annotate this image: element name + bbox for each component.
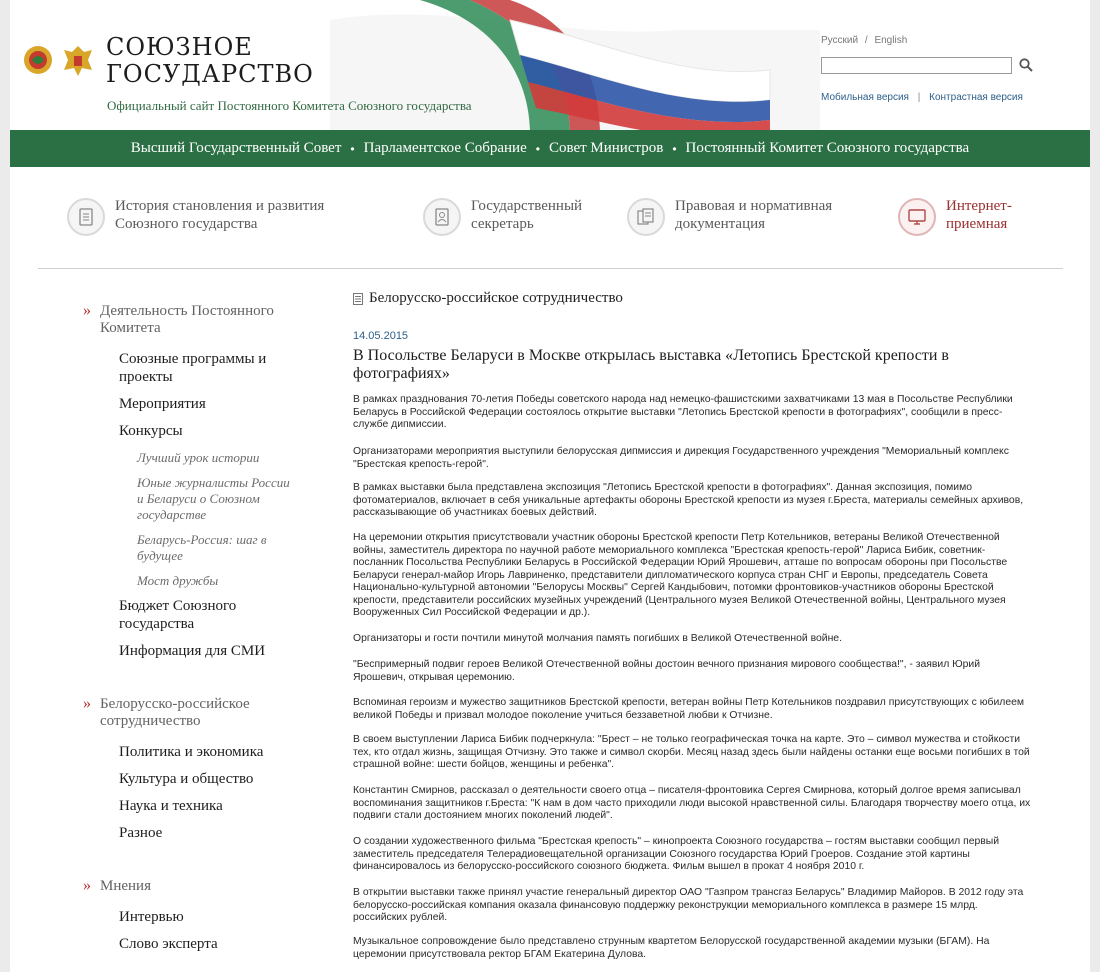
nav-separator: • (350, 141, 355, 156)
sidebar-section-cooperation[interactable] (83, 696, 323, 730)
sidebar-section-cooperation-line2: сотрудничество (100, 713, 201, 729)
emblems (22, 42, 94, 78)
article-paragraph-line: церемонии присутствовала ректор БГАМ Екатерина Дулова. (353, 948, 647, 960)
sidebar-subitem-lesson[interactable]: Лучший урок истории (137, 450, 260, 465)
sidebar-item-culture[interactable]: Культура и общество (119, 771, 254, 787)
nav-supreme-council[interactable]: Высший Государственный Совет (130, 140, 342, 156)
article-paragraph-line: тех, кто отдал жизнь, защищая Отчизну. Это также и символ скорби. Месяц назад здесь были найдены останки еще восьми погибших в той (353, 746, 1030, 758)
site-title[interactable] (106, 34, 314, 88)
article-paragraph-line: службе дипмиссии. (353, 419, 447, 430)
article-paragraph-line: Национально-культурной автономии "Белорусы Москвы" Сергей Кандыбович, потомки фронтовиков-участников обороны Брестской (353, 582, 994, 593)
contrast-version-link[interactable]: Контрастная версия (929, 92, 1023, 103)
article-paragraph-line: Константин Смирнов, рассказал о деятельности своего отца – писателя-фронтовика Сергея Смирнова, который долгое время записывал (353, 785, 1021, 796)
article-paragraph (353, 633, 1063, 646)
article-paragraph-line: белорусско-российская компания оказала финансовую поддержку реконструкции мемориального комплекса в размере 15 млрд. (353, 899, 978, 911)
article-headline-line1: В Посольстве Беларуси в Москве открылась выставка «Летопись Брестской крепости в (353, 347, 949, 364)
bullet-icon: » (83, 302, 91, 319)
article-paragraph-line: Вооруженных Сил Российской Федерации и др.). (353, 607, 591, 618)
nav-council-of-ministers[interactable]: Совет Министров (548, 140, 664, 156)
sidebar-item-events[interactable]: Мероприятия (119, 396, 206, 412)
quick-link-internet-reception-line1: Интернет- (946, 198, 1012, 214)
quick-link-state-secretary[interactable] (423, 197, 582, 236)
article-paragraph-line: "Брестская крепость-герой". (353, 458, 489, 470)
article-paragraph-line: заместитель председателя Телерадиовещательной организации Союзного государства Юрий Гроеров. Создание этой картины (353, 848, 970, 860)
sidebar-section-committee[interactable] (83, 303, 323, 337)
bullet-icon: » (83, 695, 91, 712)
monitor-icon (898, 198, 936, 236)
quick-link-history[interactable] (67, 197, 324, 236)
section-title-text: Белорусско-российское сотрудничество (369, 290, 623, 306)
sidebar-subitem-journalists-line1: Юные журналисты России (137, 475, 290, 490)
article-paragraph-line: посланник Посольства Республики Беларусь в Российской Федерации Юрий Ярошевич, атташе по вопросам обороны при Посольстве (353, 557, 1008, 568)
article-paragraph (353, 936, 1063, 961)
article-paragraph-line: Организаторами мероприятия выступили белорусская дипмиссия и дирекция Государственного учреждения "Мемориальный комплекс (353, 446, 1009, 457)
sidebar-subitem-journalists-line3: государстве (137, 507, 207, 522)
search-input[interactable] (821, 57, 1012, 74)
lang-separator: / (864, 35, 868, 46)
article-paragraph-line: подвиги стали достоянием многих поколений людей". (353, 810, 613, 821)
article-paragraph (353, 734, 1063, 772)
article-paragraph-line: рассказывающие об участниках боевых действий. (353, 507, 597, 518)
sidebar-section-opinions[interactable] (83, 878, 323, 895)
section-title (353, 290, 1063, 307)
article-paragraph-line: Ярошевич, открывая церемонию. (353, 671, 515, 683)
sidebar-item-politics[interactable]: Политика и экономика (119, 744, 264, 760)
bullet-icon: » (83, 877, 91, 894)
sidebar-item-budget-line2: государства (119, 616, 195, 632)
scroll-icon (67, 198, 105, 236)
article-headline-line2: фотографиях» (353, 365, 450, 382)
nav-separator: • (672, 141, 677, 156)
links-separator: | (917, 92, 921, 103)
sidebar-item-misc[interactable]: Разное (119, 825, 163, 841)
quick-link-legal-docs-line1: Правовая и нормативная (675, 198, 833, 214)
page (10, 0, 1090, 972)
site-title-line1: СОЮЗНОЕ (106, 33, 253, 61)
article-paragraph (353, 659, 1063, 684)
sidebar-subitem-journalists-line2: и Беларуси о Союзном (137, 491, 260, 506)
quick-link-state-secretary-line2: секретарь (471, 216, 534, 232)
article-paragraph-line: В своем выступлении Лариса Бибик подчеркнула: "Брест – не только географическая точка на карте. Это – символ мужества и стойкости (353, 734, 1021, 745)
sidebar-subitem-journalists[interactable] (137, 475, 323, 523)
sidebar-item-contests[interactable]: Конкурсы (119, 423, 183, 439)
main-content (353, 290, 1063, 960)
article-paragraph (353, 785, 1063, 823)
article-paragraph-line: В открытии выставки также принял участие генеральный директор ОАО "Газпром трансгаз Беларусь" Владимир Майоров. В 2012 году эта (353, 887, 1024, 898)
article-paragraph-line: великой Победы и призвал молодое поколение учиться беззаветной любви к Отчизне. (353, 709, 773, 721)
sidebar-item-programs-line1: Союзные программы и (119, 351, 267, 367)
belarus-emblem-icon (22, 42, 54, 78)
article-paragraph-line: Беларуси генерал-майор Игорь Лавриненко, представители дипломатического корпуса стран СНГ и Европы, председатель Совета (353, 569, 988, 581)
quick-link-history-line2: Союзного государства (115, 216, 258, 232)
divider (38, 268, 1063, 269)
article-paragraph-line: российских рублей. (353, 912, 448, 923)
lang-ru-link[interactable]: Русский (821, 35, 859, 46)
quick-link-legal-docs-line2: документация (675, 216, 766, 232)
article-paragraph-line: войны, заместитель директора по научной работе мемориального комплекса "Брестская крепость-герой" Лариса Бибик, советник- (353, 544, 986, 556)
article-paragraph-line: финансировалось из белорусско-российского союзного бюджета. Фильм вышел в прокат 4 ноября 2010 г. (353, 861, 865, 872)
site-title-line2: ГОСУДАРСТВО (106, 60, 314, 88)
sidebar-item-programs-line2: проекты (119, 369, 173, 385)
site-subtitle: Официальный сайт Постоянного Комитета Союзного государства (107, 98, 472, 113)
nav-parliamentary-assembly[interactable]: Парламентское Собрание (363, 140, 527, 156)
quick-link-internet-reception-line2: приемная (946, 216, 1008, 232)
article-headline (353, 347, 1053, 383)
language-switcher (821, 35, 907, 46)
site-header (10, 0, 1090, 130)
sidebar-item-media[interactable]: Информация для СМИ (119, 643, 266, 659)
documents-icon (627, 198, 665, 236)
nav-separator: • (535, 141, 540, 156)
article-paragraph-line: На церемонии открытия присутствовали участник обороны Брестской крепости Петр Котельников, ветераны Великой Отечественной (353, 532, 1000, 543)
sidebar-item-budget-line1: Бюджет Союзного (119, 598, 237, 614)
sidebar-subitem-belrus[interactable] (137, 532, 323, 564)
sidebar-section-opinions-label: Мнения (100, 878, 151, 894)
sidebar-section-committee-line1: Деятельность Постоянного (100, 303, 274, 319)
article-paragraph-line: В рамках выставки была представлена экспозиция "Летопись Брестской крепости в фотографиях". Данная экспозиция, помимо (353, 482, 973, 493)
lang-en-link[interactable]: English (874, 35, 908, 46)
article-paragraph-line: страшной войне: шести бойцов, женщины и ребенка". (353, 759, 615, 770)
alt-version-links (821, 92, 1023, 103)
article-paragraph-line: "Беспримерный подвиг героев Великой Отечественной войны достоин вечного признания мирового сообщества!", - заявил Юрий (353, 659, 981, 670)
nav-standing-committee[interactable]: Постоянный Комитет Союзного государства (685, 140, 970, 156)
document-icon (353, 293, 363, 305)
article-paragraph-line: Вспоминая героизм и мужество защитников Брестской крепости, ветеран войны Петр Котельников поздравил присутствующих с юбилеем (353, 697, 1025, 708)
article-paragraph (353, 697, 1063, 722)
sidebar-item-science[interactable]: Наука и техника (119, 798, 223, 814)
quick-links (10, 167, 1090, 269)
sidebar-item-budget[interactable] (119, 597, 323, 633)
quick-link-state-secretary-line1: Государственный (471, 198, 583, 214)
quick-link-history-line1: История становления и развития (115, 198, 325, 214)
article-paragraph (353, 887, 1063, 925)
sidebar-section-committee-line2: Комитета (100, 320, 161, 336)
article-paragraph (353, 836, 1063, 874)
article-date: 14.05.2015 (353, 330, 409, 342)
quick-link-internet-reception[interactable] (898, 197, 1012, 236)
sidebar (83, 303, 323, 953)
sidebar-item-expert[interactable]: Слово эксперта (119, 936, 218, 952)
russia-emblem-icon (62, 42, 94, 78)
search-icon[interactable] (1018, 57, 1034, 73)
sidebar-subitem-belrus-line1: Беларусь-Россия: шаг в (137, 532, 267, 547)
person-badge-icon (423, 198, 461, 236)
mobile-version-link[interactable]: Мобильная версия (821, 92, 909, 103)
sidebar-item-programs[interactable] (119, 350, 323, 386)
article-paragraph-line: Организаторы и гости почтили минутой молчания память погибших в Великой Отечественной войне. (353, 633, 842, 644)
sidebar-item-interview[interactable]: Интервью (119, 909, 184, 925)
article-paragraph-line: Беларусь в Российской Федерации состоялось открытие выставки "Летопись Брестской крепости в фотографиях", сообщили в пресс- (353, 406, 1003, 418)
article-paragraph-line: фотоматериалов, включает в себя уникальные артефакты обороны Брестской крепости из музея г.Бреста, материалы семейных архивов, (353, 494, 1024, 506)
article-paragraph (353, 482, 1063, 520)
article-paragraph (353, 532, 1063, 620)
sidebar-section-cooperation-line1: Белорусско-российское (100, 696, 250, 712)
sidebar-subitem-belrus-line2: будущее (137, 548, 183, 563)
article-paragraph-line: крепости, представители российских музейных учреждений (Центрального музея Великой Отечественной войны, Центрального музея (353, 594, 1006, 606)
article-paragraph-line: Музыкальное сопровождение было представлено струнным квартетом Белорусской государственной академии музыки (БГАМ). На (353, 936, 990, 947)
article-paragraph-line: О создании художественного фильма "Брестская крепость" – кинопроекта Союзного государства – гостям выставки сообщил первый (353, 836, 1000, 847)
article-paragraph-line: воспоминания защитников г.Бреста: "К нам в дом часто приходили люди высокой нравственной силы. Благодаря творчеству моего отца, их (353, 797, 1031, 809)
quick-link-legal-docs[interactable] (627, 197, 832, 236)
top-navigation (10, 130, 1090, 167)
article-paragraph-line: В рамках празднования 70-летия Победы советского народа над немецко-фашистскими захватчиками 13 мая в Посольстве Республики (353, 394, 1013, 405)
sidebar-subitem-bridge[interactable]: Мост дружбы (137, 573, 219, 588)
article-paragraph (353, 446, 1063, 471)
article-paragraph (353, 394, 1063, 432)
